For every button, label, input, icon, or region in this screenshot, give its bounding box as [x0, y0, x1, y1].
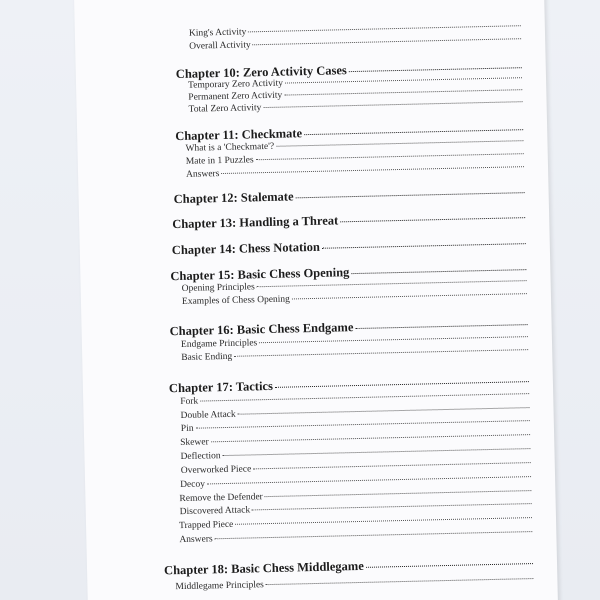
chapter-title: Chapter 18: Basic Chess Middlegame	[163, 558, 364, 578]
section-title: Decoy	[180, 479, 206, 491]
section-title: Temporary Zero Activity	[187, 78, 284, 91]
section-title: Opening Principles	[181, 282, 255, 294]
section-title: Fork	[180, 396, 199, 408]
dot-leader	[256, 153, 524, 160]
section-title: Discovered Attack	[179, 505, 251, 518]
dot-leader	[296, 192, 525, 198]
table-of-contents	[74, 0, 558, 600]
dot-leader	[221, 166, 524, 174]
chapter-title: Chapter 14: Chess Notation	[171, 239, 320, 258]
chapter-title: Chapter 13: Handling a Threat	[172, 213, 339, 232]
chapter-title: Chapter 10: Zero Activity Cases	[175, 63, 347, 82]
dot-leader	[266, 578, 534, 585]
dot-leader	[207, 476, 531, 484]
dot-leader	[292, 293, 527, 299]
toc-chapter-row	[172, 209, 525, 232]
dot-leader	[196, 420, 530, 429]
dot-leader	[253, 38, 521, 45]
toc-chapter-row	[174, 184, 525, 207]
dot-leader	[265, 490, 532, 497]
section-title: Pin	[180, 423, 194, 435]
dot-leader	[322, 243, 526, 249]
section-title: Skewer	[180, 437, 209, 449]
section-title: What is a 'Checkmate'?	[185, 141, 275, 154]
dot-leader	[351, 269, 526, 274]
book-page	[74, 0, 558, 600]
chapter-title: Chapter 16: Basic Chess Endgame	[169, 320, 354, 339]
section-title: Answers	[186, 169, 220, 180]
dot-leader	[276, 140, 523, 147]
section-title: Permanent Zero Activity	[188, 90, 283, 103]
section-title: Middlegame Principles	[175, 580, 264, 593]
dot-leader	[253, 462, 531, 469]
toc-chapter-row	[172, 235, 526, 258]
dot-leader	[248, 25, 521, 32]
dot-leader	[223, 448, 531, 456]
chapter-title: Chapter 17: Tactics	[168, 378, 274, 396]
section-title: Remove the Defender	[179, 492, 263, 505]
section-title: Basic Ending	[181, 351, 233, 363]
section-title: Double Attack	[180, 409, 236, 422]
dot-leader	[235, 517, 532, 525]
section-title: Mate in 1 Puzzles	[185, 155, 254, 167]
section-title: Deflection	[180, 451, 221, 463]
dot-leader	[259, 336, 528, 343]
dot-leader	[349, 67, 522, 72]
dot-leader	[304, 129, 523, 135]
section-title: Overworked Piece	[180, 464, 252, 477]
section-title: Trapped Piece	[178, 519, 234, 532]
section-title: Endgame Principles	[180, 338, 258, 350]
dot-leader	[252, 503, 532, 510]
section-title: King's Activity	[188, 27, 247, 39]
dot-leader	[263, 101, 522, 108]
chapter-title: Chapter 12: Stalemate	[173, 189, 294, 207]
section-title: Overall Activity	[189, 40, 251, 52]
section-title: Total Zero Activity	[188, 103, 262, 115]
dot-leader	[355, 324, 527, 329]
dot-leader	[234, 349, 528, 357]
dot-leader	[284, 89, 522, 95]
dot-leader	[285, 77, 522, 83]
dot-leader	[275, 381, 529, 388]
section-title: Answers	[179, 534, 213, 546]
dot-leader	[340, 217, 525, 222]
dot-leader	[211, 434, 530, 442]
chapter-title: Chapter 11: Checkmate	[175, 126, 303, 144]
dot-leader	[257, 280, 527, 287]
chapter-title: Chapter 15: Basic Chess Opening	[170, 265, 350, 284]
dot-leader	[215, 531, 533, 539]
section-title: Examples of Chess Opening	[181, 294, 291, 307]
dot-leader	[238, 407, 530, 415]
dot-leader	[366, 563, 533, 568]
